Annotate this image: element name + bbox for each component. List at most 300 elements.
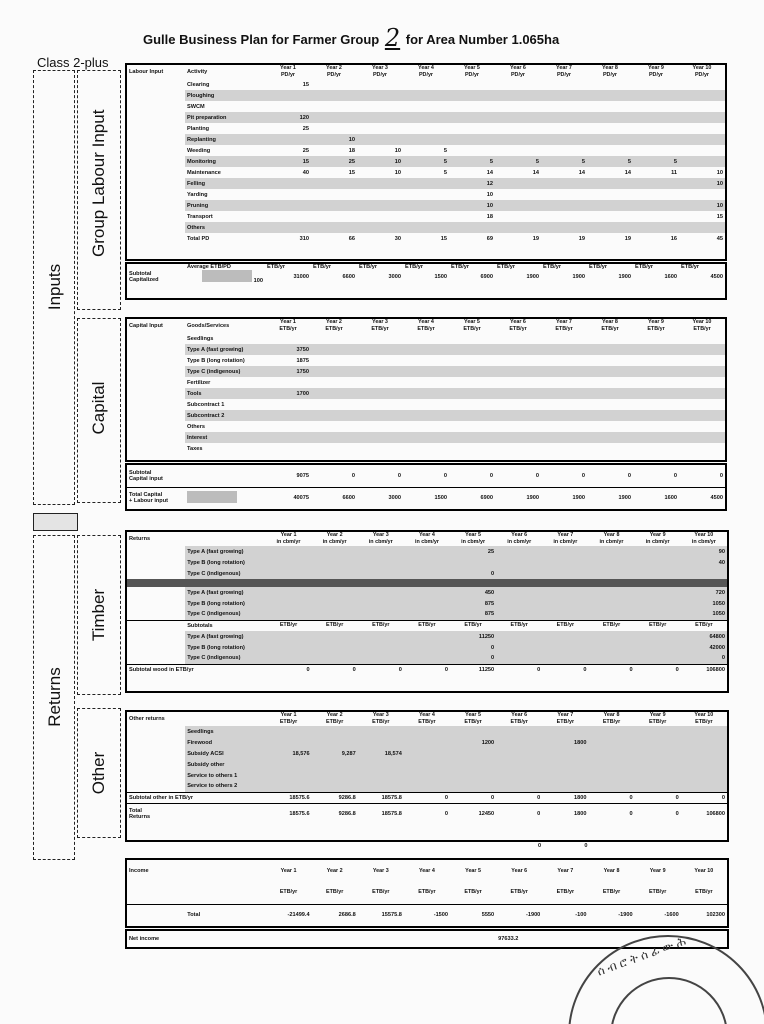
year-header xyxy=(633,319,679,333)
year-label: Year 1 xyxy=(280,712,297,718)
table-row xyxy=(127,211,725,222)
year-header xyxy=(542,532,588,546)
cell-value: 10 xyxy=(357,156,403,167)
summary-value: 18575.8 xyxy=(358,803,404,825)
summary-value: 40075 xyxy=(293,495,309,502)
unit-label: ETB/yr xyxy=(510,889,528,896)
cell-value xyxy=(496,631,542,642)
unit-label: ETB/yr xyxy=(418,889,436,896)
unit-label: ETB/yr xyxy=(464,889,482,896)
cell-value xyxy=(265,90,311,101)
unit-label: ETB/yr xyxy=(418,719,436,725)
section-heading: Labour Input xyxy=(129,69,164,75)
table-row xyxy=(127,344,725,355)
cell-value xyxy=(312,631,358,642)
cell-value: 15 xyxy=(265,156,311,167)
cell-value xyxy=(681,759,727,770)
year-header xyxy=(403,319,449,333)
row-label: Pit preparation xyxy=(185,112,265,123)
cell-value xyxy=(265,432,311,443)
cell-value xyxy=(681,770,727,781)
summary-value: 0 xyxy=(358,664,404,675)
cell-value xyxy=(495,189,541,200)
subtotal-label-1: Subtotal xyxy=(129,271,152,277)
row-group-label xyxy=(127,134,185,145)
table-row xyxy=(127,587,727,598)
cell-value xyxy=(588,546,634,557)
cell-value xyxy=(265,189,311,200)
unit-label: PD/yr xyxy=(602,72,618,78)
unit-label: PD/yr xyxy=(648,72,664,78)
cell-value xyxy=(633,189,679,200)
cell-value xyxy=(542,568,588,579)
table-row xyxy=(127,737,727,748)
extra-value xyxy=(636,843,682,849)
year-label: Year 6 xyxy=(510,319,526,325)
year-label: Year 5 xyxy=(464,65,480,71)
year-header xyxy=(679,319,725,333)
cell-value: 720 xyxy=(681,587,727,598)
cell-value xyxy=(311,178,357,189)
unit-label: ETB/yr xyxy=(279,889,298,896)
cell-value: 10 xyxy=(449,200,495,211)
cell-value xyxy=(679,399,725,410)
year-label: Year 4 xyxy=(418,65,434,71)
cell-value: 1875 xyxy=(296,357,309,364)
cell-value xyxy=(588,653,634,664)
cell-value: 25 xyxy=(450,546,496,557)
cell-value xyxy=(588,568,634,579)
unit-label: PD/yr xyxy=(280,72,296,78)
summary-value: 6900 xyxy=(480,495,493,502)
stamp-text: ሰ ብ ሮ ት ሰ ፊ ው ሕ xyxy=(595,933,688,979)
cell-value xyxy=(449,421,495,432)
cell-value: 15 xyxy=(440,235,447,242)
cell-value xyxy=(265,178,311,189)
cell-value xyxy=(679,333,725,344)
table-row xyxy=(127,101,725,112)
cell-value xyxy=(312,546,358,557)
year-label: Year 3 xyxy=(372,867,389,874)
summary-value: 1500 xyxy=(434,274,447,280)
cell-value xyxy=(404,748,450,759)
net-income-value: 97633.2 xyxy=(498,936,519,942)
cell-value xyxy=(449,134,495,145)
cell-value xyxy=(635,737,681,748)
year-label: Year 3 xyxy=(372,319,388,325)
unit-label: ETB/yr xyxy=(312,620,358,631)
cell-value: 15 xyxy=(716,213,723,220)
year-label: Year 5 xyxy=(465,532,482,538)
row-label: Ploughing xyxy=(185,90,265,101)
unit-label: ETB/yr xyxy=(371,326,389,332)
row-group-label xyxy=(127,781,185,792)
cell-value xyxy=(588,770,634,781)
cell-value xyxy=(357,211,403,222)
summary-value: 1900 xyxy=(572,274,585,280)
cell-value xyxy=(265,609,311,620)
year-label: Year 6 xyxy=(511,867,528,874)
cell-value xyxy=(403,79,449,90)
cell-value xyxy=(404,642,450,653)
extra-value xyxy=(357,843,403,849)
column-heading xyxy=(185,712,265,726)
row-label: Service to others 2 xyxy=(185,781,265,792)
cell-value: 14 xyxy=(624,169,631,176)
average-shade xyxy=(202,270,252,282)
row-label: Service to others 1 xyxy=(185,770,265,781)
row-label: Type C (indigenous) xyxy=(185,653,265,664)
cell-value xyxy=(495,145,541,156)
cell-value: 12 xyxy=(449,178,495,189)
unit-label: ETB/yr xyxy=(358,620,404,631)
extra-value: 0 xyxy=(584,843,588,849)
year-label: Year 10 xyxy=(694,712,714,718)
row-group-label xyxy=(127,598,185,609)
row-group-label xyxy=(127,399,185,410)
timber-table xyxy=(125,530,729,693)
cell-value xyxy=(357,123,403,134)
summary-value: 1900 xyxy=(526,274,539,280)
cell-value xyxy=(496,653,542,664)
summary-value: 0 xyxy=(496,792,542,803)
unit-label: ETB/yr xyxy=(509,326,527,332)
cell-value: 18,574 xyxy=(358,748,404,759)
cell-value: 1800 xyxy=(542,737,588,748)
cell-value: 9,287 xyxy=(312,748,358,759)
cell-value xyxy=(311,200,357,211)
unit-label: ETB/yr xyxy=(635,264,654,270)
cell-value xyxy=(587,145,633,156)
cell-value: 310 xyxy=(299,235,309,242)
cell-value xyxy=(449,432,495,443)
table-row xyxy=(127,189,725,200)
cell-value xyxy=(265,101,311,112)
cell-value xyxy=(587,200,633,211)
cell-value xyxy=(679,377,725,388)
cell-value xyxy=(312,557,358,568)
row-group-label xyxy=(127,222,185,233)
table-row xyxy=(127,156,725,167)
cell-value xyxy=(633,399,679,410)
cell-value xyxy=(588,609,634,620)
cell-value xyxy=(449,443,495,454)
unit-label: in cbm/yr xyxy=(368,539,393,545)
cell-value xyxy=(495,134,541,145)
summary-value: 0 xyxy=(397,472,401,479)
cell-value xyxy=(265,399,311,410)
unit-label: ETB/yr xyxy=(464,719,482,725)
cell-value xyxy=(633,101,679,112)
unit-label: ETB/yr xyxy=(463,326,481,332)
cell-value xyxy=(265,222,311,233)
section-heading: Other returns xyxy=(129,716,165,722)
cell-value xyxy=(679,101,725,112)
cell-value xyxy=(679,443,725,454)
cell-value xyxy=(587,101,633,112)
cell-value xyxy=(358,631,404,642)
unit-label: in cbm/yr xyxy=(276,539,301,545)
cell-value xyxy=(496,546,542,557)
unit-label: in cbm/yr xyxy=(599,539,624,545)
cell-value xyxy=(495,388,541,399)
cell-value: 15 xyxy=(302,81,309,88)
cell-value xyxy=(357,200,403,211)
cell-value xyxy=(679,90,725,101)
cell-value xyxy=(635,546,681,557)
capital-side-label: Capital xyxy=(89,381,108,435)
unit-label: ETB/yr xyxy=(693,326,711,332)
year-header xyxy=(633,65,679,79)
summary-value: 0 xyxy=(719,472,723,479)
year-label: Year 1 xyxy=(280,65,296,71)
year-label: Year 10 xyxy=(694,867,714,874)
cell-value xyxy=(633,443,679,454)
total-label-1: Total Capital xyxy=(129,492,163,499)
row-label: Monitoring xyxy=(185,156,265,167)
summary-value: 31000 xyxy=(293,274,309,280)
cell-value: 10 xyxy=(394,169,401,176)
cell-value xyxy=(357,421,403,432)
cell-value xyxy=(587,90,633,101)
other-extra-row xyxy=(125,843,729,855)
cell-value xyxy=(635,759,681,770)
row-group-label xyxy=(127,200,185,211)
cell-value xyxy=(495,178,541,189)
net-income-label: Net income xyxy=(129,936,160,942)
summary-value: 3000 xyxy=(388,274,401,280)
cell-value xyxy=(265,653,311,664)
row-label: Subcontract 2 xyxy=(185,410,265,421)
cell-value xyxy=(541,222,587,233)
unit-label: in cbm/yr xyxy=(645,539,670,545)
summary-value: 0 xyxy=(404,792,450,803)
table-row xyxy=(127,609,727,620)
cell-value xyxy=(357,189,403,200)
unit-label: in cbm/yr xyxy=(461,539,486,545)
summary-label: Subtotal wood in ETB/yr xyxy=(127,664,265,675)
year-label: Year 2 xyxy=(326,532,343,538)
cell-value xyxy=(312,609,358,620)
cell-value: 18 xyxy=(486,213,493,220)
cell-value xyxy=(635,587,681,598)
year-header xyxy=(450,532,496,546)
cell-value xyxy=(495,90,541,101)
row-label: Type A (fast growing) xyxy=(185,631,265,642)
year-header xyxy=(541,319,587,333)
year-header xyxy=(404,532,450,546)
cell-value: 40 xyxy=(302,169,309,176)
year-header xyxy=(358,532,404,546)
summary-row xyxy=(127,792,727,803)
cell-value xyxy=(265,631,311,642)
cell-value xyxy=(633,222,679,233)
year-label: Year 7 xyxy=(556,319,572,325)
year-header xyxy=(542,712,588,726)
cell-value xyxy=(496,781,542,792)
unit-label: ETB/yr xyxy=(635,620,681,631)
table-row xyxy=(127,366,725,377)
row-group-label xyxy=(127,546,185,557)
cell-value: 0 xyxy=(450,568,496,579)
cell-value xyxy=(679,344,725,355)
cell-value xyxy=(265,546,311,557)
table-row xyxy=(127,770,727,781)
cell-value xyxy=(404,568,450,579)
cell-value xyxy=(679,123,725,134)
year-header xyxy=(635,532,681,546)
cell-value xyxy=(358,546,404,557)
total-label-2: Returns xyxy=(129,814,151,821)
summary-value: 6900 xyxy=(480,274,493,280)
unit-label: ETB/yr xyxy=(602,719,621,725)
year-label: Year 7 xyxy=(557,532,574,538)
cell-value xyxy=(358,759,404,770)
summary-value: 1900 xyxy=(618,495,631,502)
unit-label: ETB/yr xyxy=(602,889,621,896)
cell-value xyxy=(542,653,588,664)
cell-value: 90 xyxy=(681,546,727,557)
cell-value xyxy=(403,421,449,432)
row-label: Subcontract 1 xyxy=(187,401,225,408)
cell-value xyxy=(450,748,496,759)
cell-value xyxy=(542,748,588,759)
unit-label: ETB/yr xyxy=(279,719,298,725)
year-header xyxy=(265,712,311,726)
unit-label: ETB/yr xyxy=(588,620,634,631)
cell-value xyxy=(403,399,449,410)
title-prefix: Gulle Business Plan for Farmer Group xyxy=(143,32,380,47)
cell-value: 40 xyxy=(681,557,727,568)
row-label: Interest xyxy=(185,432,265,443)
average-value: 100 xyxy=(253,278,263,284)
cell-value xyxy=(449,377,495,388)
cell-value xyxy=(311,366,357,377)
row-label: Yarding xyxy=(187,191,208,198)
cell-value xyxy=(311,344,357,355)
cell-value: 25 xyxy=(311,156,357,167)
cell-value xyxy=(403,388,449,399)
cell-value xyxy=(403,222,449,233)
cell-value xyxy=(633,123,679,134)
cell-value xyxy=(588,726,634,737)
other-side-label: Other xyxy=(89,751,108,795)
cell-value xyxy=(633,377,679,388)
cell-value: 15 xyxy=(348,169,355,176)
year-header xyxy=(311,65,357,79)
cell-value xyxy=(588,598,634,609)
cell-value xyxy=(633,388,679,399)
cell-value xyxy=(587,421,633,432)
cell-value xyxy=(404,598,450,609)
summary-value: 0 xyxy=(489,472,493,479)
cell-value xyxy=(542,631,588,642)
table-row xyxy=(127,410,725,421)
summary-value: 12450 xyxy=(450,803,496,825)
unit-label: in cbm/yr xyxy=(507,539,532,545)
cell-value xyxy=(265,770,311,781)
summary-value: 0 xyxy=(404,664,450,675)
cell-value xyxy=(587,123,633,134)
extra-value xyxy=(450,843,496,849)
cell-value xyxy=(312,759,358,770)
cell-value xyxy=(587,410,633,421)
unit-label: ETB/yr xyxy=(510,719,528,725)
row-group-label xyxy=(127,388,185,399)
cell-value xyxy=(311,377,357,388)
income-label: Income xyxy=(129,868,149,874)
section-separator xyxy=(33,513,78,531)
cell-value: 11250 xyxy=(450,631,496,642)
cell-value xyxy=(311,222,357,233)
average-value-cell xyxy=(185,270,265,284)
cell-value xyxy=(403,211,449,222)
cell-value xyxy=(541,421,587,432)
cell-value xyxy=(358,781,404,792)
cell-value xyxy=(357,134,403,145)
row-label: Felling xyxy=(185,178,265,189)
cell-value xyxy=(403,90,449,101)
average-label: Average ETB/PD xyxy=(187,264,231,270)
cell-value xyxy=(358,568,404,579)
unit-label: ETB/yr xyxy=(648,719,667,725)
table-row xyxy=(127,631,727,642)
unit-label: PD/yr xyxy=(326,72,342,78)
row-group-label xyxy=(127,737,185,748)
cell-value xyxy=(587,399,633,410)
cell-value: 5 xyxy=(403,156,449,167)
cell-value xyxy=(265,557,311,568)
summary-value: 0 xyxy=(312,664,358,675)
cell-value xyxy=(265,443,311,454)
cell-value: 64800 xyxy=(681,631,727,642)
cell-value xyxy=(633,134,679,145)
cell-value: 25 xyxy=(302,147,309,154)
cell-value xyxy=(495,79,541,90)
table-row xyxy=(127,233,725,244)
summary-value: 18575.6 xyxy=(265,792,311,803)
extra-value xyxy=(682,843,729,849)
row-group-label xyxy=(127,568,185,579)
unit-label: in cbm/yr xyxy=(414,539,439,545)
cell-value xyxy=(404,557,450,568)
extra-value: 0 xyxy=(537,843,542,849)
row-group-label xyxy=(127,189,185,200)
cell-value: 120 xyxy=(265,112,311,123)
cell-value xyxy=(633,112,679,123)
table-row xyxy=(127,134,725,145)
unit-label: in cbm/yr xyxy=(553,539,578,545)
year-label: Year 5 xyxy=(464,319,480,325)
year-label: Year 10 xyxy=(692,319,712,325)
cell-value xyxy=(679,189,725,200)
unit-label: ETB/yr xyxy=(695,719,713,725)
row-label: Type B (long rotation) xyxy=(187,357,245,364)
subtotals-label: Subtotals xyxy=(185,620,265,631)
cell-value xyxy=(541,399,587,410)
cell-value xyxy=(681,726,727,737)
year-label: Year 2 xyxy=(326,712,343,718)
cell-value xyxy=(679,366,725,377)
year-label: Year 9 xyxy=(649,712,666,718)
cell-value xyxy=(404,546,450,557)
cell-value xyxy=(496,770,542,781)
cell-value: 14 xyxy=(486,169,493,176)
year-label: Year 8 xyxy=(602,65,618,71)
cell-value xyxy=(357,178,403,189)
row-group-label xyxy=(127,642,185,653)
cell-value: 11 xyxy=(671,169,677,176)
